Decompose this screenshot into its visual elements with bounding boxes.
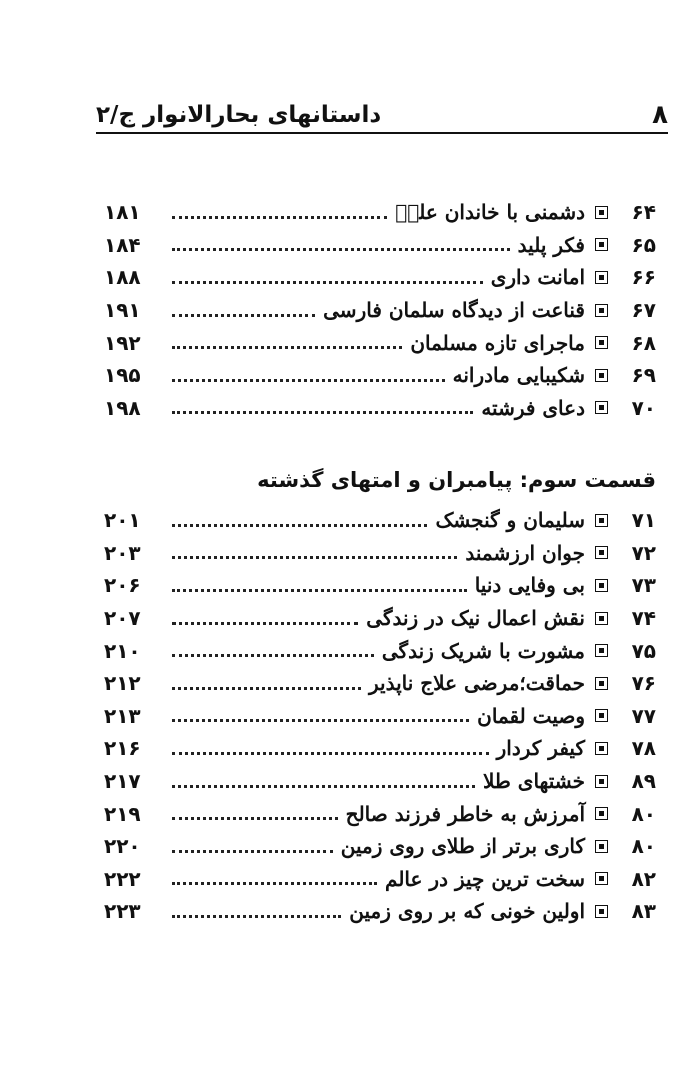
toc-entry bbox=[104, 765, 656, 798]
entry-number: ۸۹ bbox=[631, 769, 656, 794]
square-bullet-icon bbox=[595, 709, 608, 722]
entry-number: ۷۳ bbox=[631, 573, 656, 598]
toc-entry bbox=[104, 229, 656, 262]
entry-number: ۷۵ bbox=[631, 638, 656, 663]
toc-list-part-2 bbox=[104, 504, 656, 928]
entry-page-number: ۲۱۳ bbox=[104, 703, 141, 728]
square-bullet-icon bbox=[595, 206, 608, 219]
entry-page-number: ۲۰۱ bbox=[104, 508, 141, 533]
entry-title: بی وفایی دنیا bbox=[474, 573, 585, 598]
entry-page-number: ۱۸۴ bbox=[104, 232, 141, 257]
square-bullet-icon bbox=[595, 644, 608, 657]
square-bullet-icon bbox=[595, 304, 608, 317]
toc-entry bbox=[104, 504, 656, 537]
toc-entry bbox=[104, 326, 656, 359]
dot-leader bbox=[172, 915, 341, 918]
page-header bbox=[96, 96, 668, 130]
entry-number: ۸۲ bbox=[631, 866, 656, 891]
toc-entry bbox=[104, 830, 656, 863]
dot-leader bbox=[172, 654, 374, 657]
dot-leader bbox=[172, 346, 402, 349]
entry-title: دشمنی با خاندان علیؑ bbox=[395, 200, 585, 225]
toc-entry bbox=[104, 863, 656, 896]
toc-entry bbox=[104, 359, 656, 392]
toc-entry bbox=[104, 294, 656, 327]
entry-title: حماقت؛مرضی علاج ناپذیر bbox=[368, 671, 585, 696]
dot-leader bbox=[172, 589, 467, 592]
entry-title: خشتهای طلا bbox=[482, 769, 585, 794]
square-bullet-icon bbox=[595, 807, 608, 820]
entry-number: ۶۴ bbox=[631, 200, 656, 225]
square-bullet-icon bbox=[595, 401, 608, 414]
square-bullet-icon bbox=[595, 840, 608, 853]
toc-entry bbox=[104, 602, 656, 635]
square-bullet-icon bbox=[595, 546, 608, 559]
entry-number: ۷۸ bbox=[631, 736, 656, 761]
dot-leader bbox=[172, 817, 338, 820]
dot-leader bbox=[172, 379, 445, 382]
entry-page-number: ۲۲۰ bbox=[104, 834, 141, 859]
entry-title: اولین خونی که بر روی زمین bbox=[349, 899, 585, 924]
entry-title: سلیمان و گنجشک bbox=[435, 508, 585, 533]
entry-page-number: ۲۱۹ bbox=[104, 801, 141, 826]
entry-number: ۷۱ bbox=[631, 508, 656, 533]
entry-title: نقش اعمال نیک در زندگی bbox=[366, 606, 585, 631]
entry-title: سخت ترین چیز در عالم bbox=[385, 866, 585, 891]
toc-entry bbox=[104, 732, 656, 765]
entry-page-number: ۲۱۶ bbox=[104, 736, 141, 761]
entry-title: وصیت لقمان bbox=[477, 703, 585, 728]
entry-number: ۷۷ bbox=[631, 703, 656, 728]
dot-leader bbox=[172, 248, 510, 251]
entry-title: دعای فرشته bbox=[481, 395, 585, 420]
entry-title: فکر پلید bbox=[517, 232, 585, 257]
dot-leader bbox=[172, 719, 469, 722]
entry-number: ۶۹ bbox=[631, 363, 656, 388]
square-bullet-icon bbox=[595, 872, 608, 885]
dot-leader bbox=[172, 216, 387, 219]
toc-entry bbox=[104, 667, 656, 700]
dot-leader bbox=[172, 524, 427, 527]
entry-page-number: ۱۹۱ bbox=[104, 298, 141, 323]
toc-entry bbox=[104, 261, 656, 294]
dot-leader bbox=[172, 850, 333, 853]
square-bullet-icon bbox=[595, 742, 608, 755]
entry-page-number: ۲۱۰ bbox=[104, 638, 141, 663]
dot-leader bbox=[172, 314, 315, 317]
square-bullet-icon bbox=[595, 271, 608, 284]
entry-title: آمرزش به خاطر فرزند صالح bbox=[345, 801, 585, 826]
toc-entry bbox=[104, 797, 656, 830]
entry-number: ۶۷ bbox=[631, 298, 656, 323]
square-bullet-icon bbox=[595, 369, 608, 382]
entry-title: کیفر کردار bbox=[496, 736, 585, 761]
dot-leader bbox=[172, 687, 361, 690]
header-rule bbox=[96, 132, 668, 134]
entry-title: کاری برتر از طلای روی زمین bbox=[340, 834, 585, 859]
toc-entry bbox=[104, 569, 656, 602]
square-bullet-icon bbox=[595, 677, 608, 690]
dot-leader bbox=[172, 785, 475, 788]
square-bullet-icon bbox=[595, 775, 608, 788]
entry-page-number: ۲۲۳ bbox=[104, 899, 141, 924]
running-title: داستانهای بحارالانوار ج/۲ bbox=[96, 102, 382, 128]
entry-number: ۶۸ bbox=[631, 330, 656, 355]
entry-number: ۷۴ bbox=[631, 606, 656, 631]
entry-number: ۸۰ bbox=[631, 801, 656, 826]
entry-number: ۷۰ bbox=[631, 395, 656, 420]
entry-number: ۸۳ bbox=[631, 899, 656, 924]
entry-title: امانت داری bbox=[490, 265, 585, 290]
square-bullet-icon bbox=[595, 336, 608, 349]
entry-number: ۷۶ bbox=[631, 671, 656, 696]
dot-leader bbox=[172, 622, 358, 625]
toc-entry bbox=[104, 537, 656, 570]
square-bullet-icon bbox=[595, 579, 608, 592]
entry-page-number: ۱۹۲ bbox=[104, 330, 141, 355]
entry-page-number: ۲۱۷ bbox=[104, 769, 141, 794]
square-bullet-icon bbox=[595, 612, 608, 625]
entry-page-number: ۲۰۷ bbox=[104, 606, 141, 631]
entry-page-number: ۱۹۸ bbox=[104, 395, 141, 420]
entry-title: ماجرای تازه مسلمان bbox=[410, 330, 585, 355]
dot-leader bbox=[172, 752, 489, 755]
square-bullet-icon bbox=[595, 238, 608, 251]
entry-title: شکیبایی مادرانه bbox=[452, 363, 585, 388]
entry-title: مشورت با شریک زندگی bbox=[381, 638, 585, 663]
dot-leader bbox=[172, 882, 377, 885]
dot-leader bbox=[172, 281, 483, 284]
entry-page-number: ۱۹۵ bbox=[104, 363, 141, 388]
section-heading: قسمت سوم: پیامبران و امتهای گذشته bbox=[257, 468, 656, 492]
square-bullet-icon bbox=[595, 905, 608, 918]
page-number: ۸ bbox=[652, 100, 668, 130]
entry-title: جوان ارزشمند bbox=[465, 540, 585, 565]
toc-list-part-1 bbox=[104, 196, 656, 424]
entry-number: ۶۶ bbox=[631, 265, 656, 290]
toc-entry bbox=[104, 895, 656, 928]
entry-page-number: ۲۰۳ bbox=[104, 540, 141, 565]
entry-page-number: ۲۰۶ bbox=[104, 573, 141, 598]
dot-leader bbox=[172, 556, 457, 559]
toc-entry bbox=[104, 196, 656, 229]
entry-number: ۷۲ bbox=[631, 540, 656, 565]
entry-title: قناعت از دیدگاه سلمان فارسی bbox=[323, 298, 585, 323]
toc-entry bbox=[104, 392, 656, 425]
dot-leader bbox=[172, 411, 473, 414]
entry-number: ۸۰ bbox=[631, 834, 656, 859]
entry-number: ۶۵ bbox=[631, 232, 656, 257]
toc-entry bbox=[104, 700, 656, 733]
toc-entry bbox=[104, 634, 656, 667]
entry-page-number: ۲۱۲ bbox=[104, 671, 141, 696]
square-bullet-icon bbox=[595, 514, 608, 527]
entry-page-number: ۱۸۱ bbox=[104, 200, 141, 225]
entry-page-number: ۲۲۲ bbox=[104, 866, 141, 891]
entry-page-number: ۱۸۸ bbox=[104, 265, 141, 290]
